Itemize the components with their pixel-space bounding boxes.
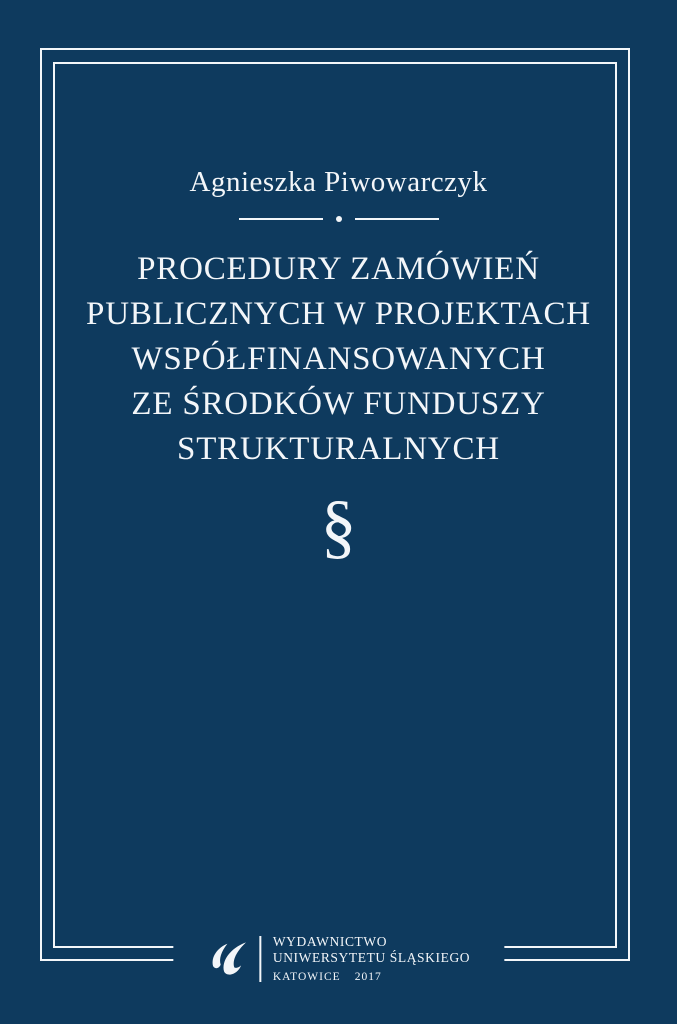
title-line-5: STRUKTURALNYCH <box>177 431 500 467</box>
title-line-3: WSPÓŁFINANSOWANYCH <box>131 341 546 377</box>
university-press-logo-icon <box>207 941 249 978</box>
publisher-text <box>273 934 470 984</box>
title-line-4: ZE ŚRODKÓW FUNDUSZY <box>131 386 546 422</box>
book-title <box>0 247 677 472</box>
title-line-1: PROCEDURY ZAMÓWIEŃ <box>137 251 540 287</box>
divider-line-left <box>239 218 323 220</box>
publisher-separator-line <box>259 936 261 982</box>
divider-dot <box>336 216 342 222</box>
publisher-block <box>173 926 504 992</box>
divider-line-right <box>355 218 439 220</box>
title-line-2: PUBLICZNYCH W PROJEKTACH <box>86 296 591 332</box>
publisher-name-line-1: WYDAWNICTWO <box>272 934 388 949</box>
publisher-city: KATOWICE <box>272 971 341 983</box>
publisher-name-line-2: UNIWERSYTETU ŚLĄSKIEGO <box>272 950 471 965</box>
section-paragraph-symbol: § <box>320 486 357 566</box>
publication-year: 2017 <box>354 971 382 983</box>
author-title-divider <box>0 216 677 222</box>
author-name: Agnieszka Piwowarczyk <box>189 166 488 198</box>
publisher-city-year <box>273 970 470 984</box>
